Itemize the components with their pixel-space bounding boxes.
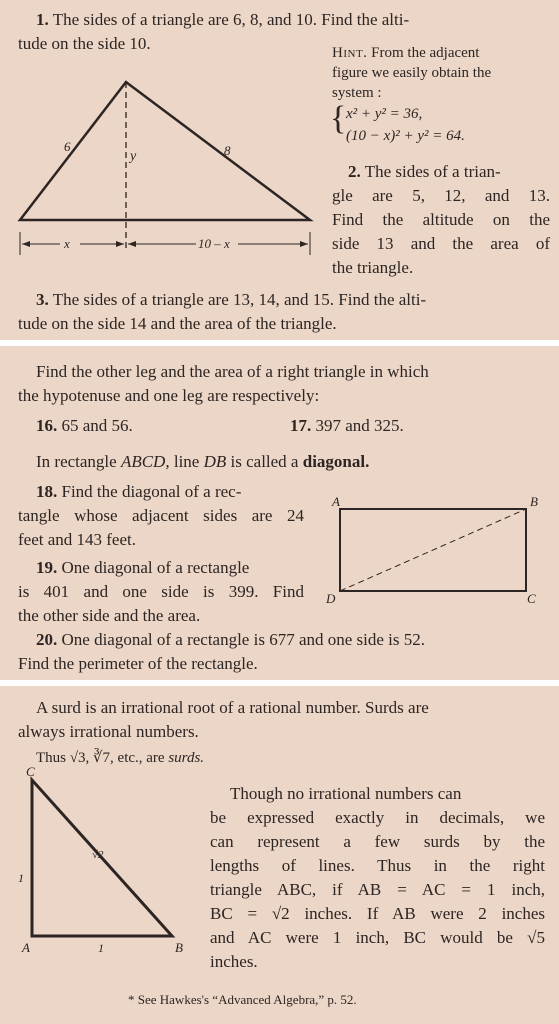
right-triangle-abc-figure xyxy=(0,686,559,1024)
hint-line-3: system : xyxy=(332,85,382,101)
vertex-d: D xyxy=(326,591,336,606)
surd-definition-line-2: always irrational numbers. xyxy=(18,722,199,741)
hint-text: From the adjacent xyxy=(371,45,480,61)
hint-line-2: figure we easily obtain the xyxy=(332,65,492,81)
arrow-head xyxy=(128,241,136,247)
problem-20-text: One diagonal of a rectangle is 677 and one side is 52. xyxy=(61,630,426,649)
rect-pre: In rectangle xyxy=(36,452,121,471)
side-label-8: 8 xyxy=(224,143,231,158)
problem-20-line-2: Find the perimeter of the rectangle. xyxy=(18,654,258,673)
problem-19-line-3: the other side and the area. xyxy=(18,606,201,625)
problem-2-line-5: the triangle. xyxy=(332,258,414,277)
problem-18-line-3: feet and 143 feet. xyxy=(18,530,136,549)
problem-2-line-2: gle are 5, 12, and 13. xyxy=(332,186,550,205)
arrow-head xyxy=(116,241,124,247)
vertex-b: B xyxy=(175,940,183,955)
textbook-panel-triangles xyxy=(0,0,559,340)
vertex-b: B xyxy=(530,494,538,509)
intro-line-2: the hypotenuse and one leg are respectively: xyxy=(18,386,320,405)
surd-para-line-3: can represent a few surds by the xyxy=(210,832,545,851)
textbook-panel-rectangles xyxy=(0,346,559,680)
vertex-c: C xyxy=(26,764,35,779)
rect-line: DB xyxy=(203,452,227,471)
problem-19-number: 19. xyxy=(36,558,58,577)
rect-mid: line xyxy=(169,452,204,471)
surd-examples-text: Thus √3, ∛7, etc., are xyxy=(36,750,169,766)
vertex-a: A xyxy=(22,940,30,955)
surd-para-line-4: lengths of lines. Thus in the right xyxy=(210,856,545,875)
textbook-panel-surds xyxy=(0,686,559,1024)
problem-2-line-4: side 13 and the area of xyxy=(332,234,550,253)
equation-brace: { xyxy=(330,100,347,137)
segment-label-10-minus-x: 10 – x xyxy=(198,236,230,251)
surd-examples-em: surds. xyxy=(168,750,205,766)
problem-19-line-2: is 401 and one side is 399. Find xyxy=(18,582,304,601)
problem-17-number: 17. xyxy=(290,416,312,435)
problem-3-line-2: tude on the side 14 and the area of the triangle. xyxy=(18,314,337,333)
equation-1: x² + y² = 36, xyxy=(346,106,423,122)
surd-para-line-7: and AC were 1 inch, BC would be √5 xyxy=(210,928,545,947)
altitude-label-y: y xyxy=(130,149,137,164)
problem-2-number: 2. xyxy=(348,162,361,181)
side-label-ac: 1 xyxy=(18,871,24,885)
rect-name: ABCD, xyxy=(120,452,170,471)
problem-17-text: 397 and 325. xyxy=(315,416,404,435)
equation-2: (10 − x)² + y² = 64. xyxy=(346,128,465,144)
problem-1-line-2: tude on the side 10. xyxy=(18,34,151,53)
problem-18-text: Find the diagonal of a rec- xyxy=(61,482,242,501)
problem-19-text: One diagonal of a rectangle xyxy=(61,558,250,577)
rect-post: is called a xyxy=(226,452,303,471)
problem-18-number: 18. xyxy=(36,482,58,501)
side-label-6: 6 xyxy=(64,139,71,154)
rectangle-diagonal-figure xyxy=(0,346,559,680)
vertex-a: A xyxy=(332,494,340,509)
problem-3-text: The sides of a triangle are 13, 14, and 15. Find the alti- xyxy=(52,290,427,309)
problem-2-text: The sides of a trian- xyxy=(364,162,501,181)
footnote: * See Hawkes's “Advanced Algebra,” p. 52. xyxy=(128,992,357,1007)
problem-1-text: The sides of a triangle are 6, 8, and 10. Find the alti- xyxy=(52,10,410,29)
rect-term: diagonal. xyxy=(302,452,370,471)
problem-16-number: 16. xyxy=(36,416,58,435)
vertex-c: C xyxy=(527,591,536,606)
segment-label-x: x xyxy=(64,236,70,251)
diagonal-db xyxy=(340,509,526,591)
arrow-head xyxy=(300,241,308,247)
problem-3-number: 3. xyxy=(36,290,49,309)
problem-18-line-2: tangle whose adjacent sides are 24 xyxy=(18,506,304,525)
surd-para-line-5: triangle ABC, if AB = AC = 1 inch, xyxy=(210,880,545,899)
surd-para-line-8: inches. xyxy=(210,952,258,971)
surd-definition-text: A surd is an irrational root of a rational number. Surds are xyxy=(36,698,429,717)
problem-20-number: 20. xyxy=(36,630,58,649)
triangle-altitude-figure xyxy=(0,0,559,340)
intro-line-1: Find the other leg and the area of a right triangle in which xyxy=(36,362,429,381)
hint-label: Hint. xyxy=(332,45,368,61)
side-label-ab: 1 xyxy=(98,941,104,955)
surd-para-line-6: BC = √2 inches. If AB were 2 inches xyxy=(210,904,545,923)
surd-para-line-2: be expressed exactly in decimals, we xyxy=(210,808,545,827)
arrow-head xyxy=(22,241,30,247)
problem-2-line-3: Find the altitude on the xyxy=(332,210,550,229)
hypotenuse-label: √2 xyxy=(92,849,104,861)
problem-16-text: 65 and 56. xyxy=(61,416,133,435)
problem-1-number: 1. xyxy=(36,10,49,29)
surd-para-line-1: Though no irrational numbers can xyxy=(230,784,462,803)
